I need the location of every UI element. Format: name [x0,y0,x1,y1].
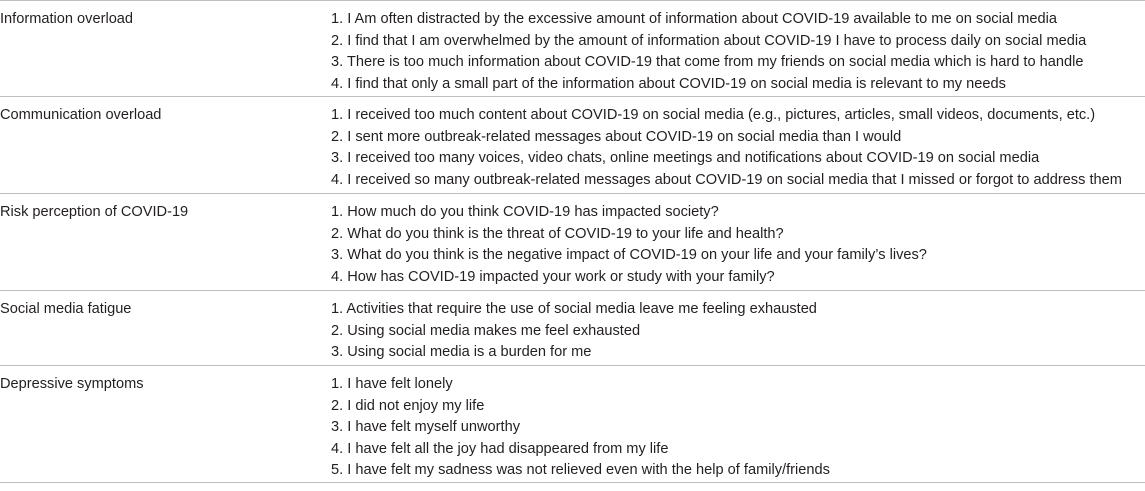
item-list [331,291,1145,365]
list-item: 2. What do you think is the threat of COVID-19 to your life and health? [331,225,784,242]
construct-label: Risk perception of COVID-19 [0,204,189,220]
table-row [0,0,1145,97]
list-item: 3. I have felt myself unworthy [331,419,520,435]
list-item: 5. I have felt my sadness was not relieved even with the help of family/friends [331,462,830,478]
list-item: 1. I Am often distracted by the excessive amount of information about COVID-19 available to me on social media [331,11,1058,27]
item-list [331,194,1145,290]
construct-label: Depressive symptoms [0,376,144,392]
table-row [0,366,1145,483]
list-item: 1. How much do you think COVID-19 has impacted society? [331,204,719,220]
list-item: 2. I did not enjoy my life [331,397,485,414]
list-item: 4. I find that only a small part of the information about COVID-19 on social media is relevant to my needs [331,75,1006,92]
list-item: 1. Activities that require the use of social media leave me feeling exhausted [331,301,817,317]
list-item: 1. I have felt lonely [331,376,453,392]
list-item: 3. Using social media is a burden for me [331,344,592,360]
table-row [0,291,1145,366]
table-row [0,194,1145,291]
list-item: 2. I sent more outbreak-related messages about COVID-19 on social media than I would [331,128,902,145]
list-item: 3. There is too much information about COVID-19 that come from my friends on social media which is hard to handle [331,54,1084,70]
list-item: 1. I received too much content about COVID-19 on social media (e.g., pictures, articles, small videos, documents, etc.) [331,107,1096,123]
list-item: 4. I received so many outbreak-related messages about COVID-19 on social media that I missed or forgot to address them [331,171,1122,188]
construct-label: Communication overload [0,107,162,123]
list-item: 2. I find that I am overwhelmed by the amount of information about COVID-19 I have to process daily on social media [331,32,1087,49]
list-item: 4. How has COVID-19 impacted your work or study with your family? [331,268,775,285]
construct-label: Social media fatigue [0,301,132,317]
list-item: 2. Using social media makes me feel exhausted [331,322,641,339]
item-list [331,1,1145,96]
item-list [331,97,1145,193]
construct-label: Information overload [0,11,134,27]
list-item: 4. I have felt all the joy had disappeared from my life [331,440,669,457]
list-item: 3. What do you think is the negative impact of COVID-19 on your life and your family’s lives? [331,247,927,263]
item-list [331,366,1145,482]
list-item: 3. I received too many voices, video chats, online meetings and notifications about COVID-19 on social media [331,150,1040,166]
table-row [0,97,1145,194]
